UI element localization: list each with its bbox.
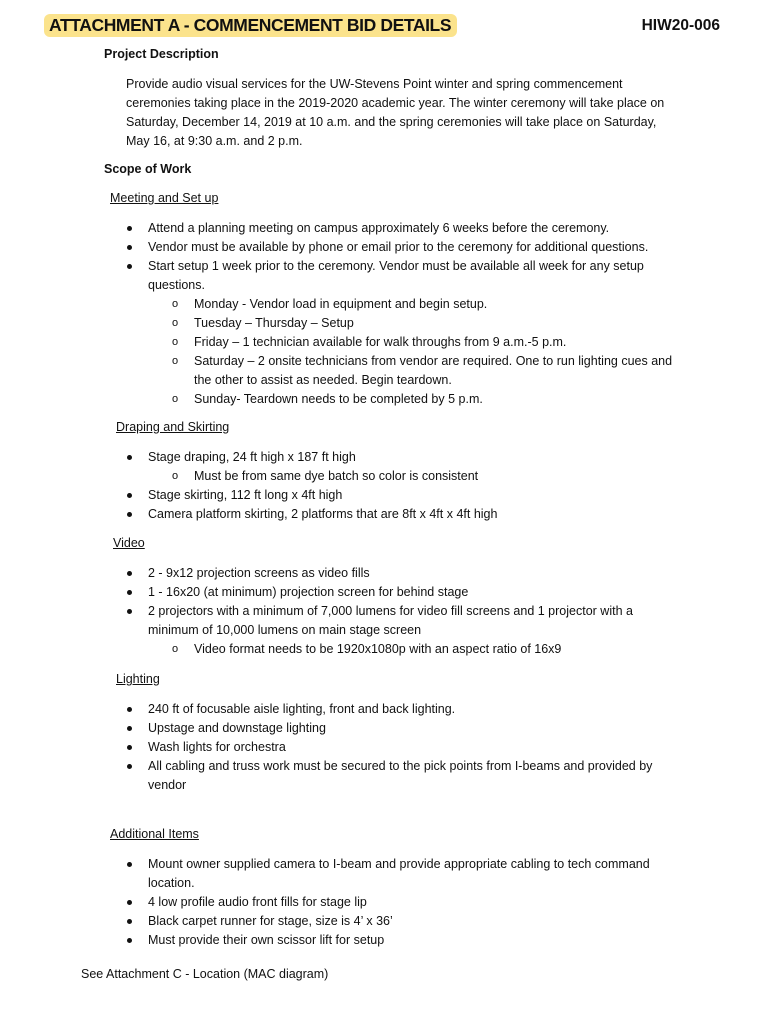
list-item: Mount owner supplied camera to I-beam and provide appropriate cabling to tech command <box>0 855 650 874</box>
list-item: All cabling and truss work must be secured to the pick points from I-beams and provided by <box>0 757 652 776</box>
footer-note: See Attachment C - Location (MAC diagram) <box>81 967 329 981</box>
project-description-paragraph <box>126 75 664 151</box>
additional-items-list <box>0 855 650 950</box>
list-item: Vendor must be available by phone or email prior to the ceremony for additional questions. <box>0 238 672 257</box>
list-item: Upstage and downstage lighting <box>0 719 652 738</box>
paragraph-line: Saturday, December 14, 2019 at 10 a.m. and the spring ceremonies will take place on Saturday, <box>126 115 657 129</box>
meeting-setup-list <box>0 219 672 409</box>
lighting-list <box>0 700 652 795</box>
list-item-continuation: questions. <box>148 278 205 292</box>
list-subitem: o Friday – 1 technician available for walk throughs from 9 a.m.-5 p.m. <box>0 333 672 352</box>
list-subitem: o Saturday – 2 onsite technicians from vendor are required. One to run lighting cues and <box>0 352 672 371</box>
list-subitem: o Monday - Vendor load in equipment and begin setup. <box>0 295 672 314</box>
list-subitem: o Must be from same dye batch so color is consistent <box>0 467 497 486</box>
list-item-continuation: minimum of 10,000 lumens on main stage screen <box>148 623 422 637</box>
draping-skirting-list <box>0 448 497 524</box>
list-subitem-continuation: the other to assist as needed. Begin teardown. <box>194 373 452 387</box>
project-description-heading: Project Description <box>104 47 219 61</box>
list-item: Start setup 1 week prior to the ceremony. Vendor must be available all week for any setup <box>0 257 672 276</box>
additional-items-heading: Additional Items <box>110 827 199 841</box>
paragraph-line: May 16, at 9:30 a.m. and 2 p.m. <box>126 134 303 148</box>
draping-skirting-heading: Draping and Skirting <box>116 420 230 434</box>
document-title: ATTACHMENT A - COMMENCEMENT BID DETAILS <box>44 14 457 37</box>
list-item: Must provide their own scissor lift for setup <box>0 931 650 950</box>
list-item: 240 ft of focusable aisle lighting, front and back lighting. <box>0 700 652 719</box>
list-item: Stage draping, 24 ft high x 187 ft high <box>0 448 497 467</box>
list-item: 2 projectors with a minimum of 7,000 lumens for video fill screens and 1 projector with a <box>0 602 633 621</box>
video-list <box>0 564 633 659</box>
list-item: 1 - 16x20 (at minimum) projection screen for behind stage <box>0 583 633 602</box>
list-item: Stage skirting, 112 ft long x 4ft high <box>0 486 497 505</box>
document-number: HIW20-006 <box>641 17 720 34</box>
list-item: Camera platform skirting, 2 platforms that are 8ft x 4ft x 4ft high <box>0 505 497 524</box>
lighting-heading: Lighting <box>116 672 160 686</box>
list-item: Attend a planning meeting on campus approximately 6 weeks before the ceremony. <box>0 219 672 238</box>
list-item-continuation: vendor <box>148 778 187 792</box>
list-item-continuation: location. <box>148 876 195 890</box>
paragraph-line: Provide audio visual services for the UW-Stevens Point winter and spring commencement <box>126 77 623 91</box>
list-subitem: o Sunday- Teardown needs to be completed by 5 p.m. <box>0 390 672 409</box>
list-item: Black carpet runner for stage, size is 4’ x 36’ <box>0 912 650 931</box>
video-heading: Video <box>113 536 145 550</box>
document-header <box>44 14 720 40</box>
scope-of-work-heading: Scope of Work <box>104 162 192 176</box>
list-item: 4 low profile audio front fills for stage lip <box>0 893 650 912</box>
list-subitem: o Video format needs to be 1920x1080p with an aspect ratio of 16x9 <box>0 640 633 659</box>
list-item: Wash lights for orchestra <box>0 738 652 757</box>
list-subitem: o Tuesday – Thursday – Setup <box>0 314 672 333</box>
meeting-setup-heading: Meeting and Set up <box>110 191 219 205</box>
list-item: 2 - 9x12 projection screens as video fills <box>0 564 633 583</box>
paragraph-line: ceremonies taking place in the 2019-2020 academic year. The winter ceremony will take place on <box>126 96 665 110</box>
